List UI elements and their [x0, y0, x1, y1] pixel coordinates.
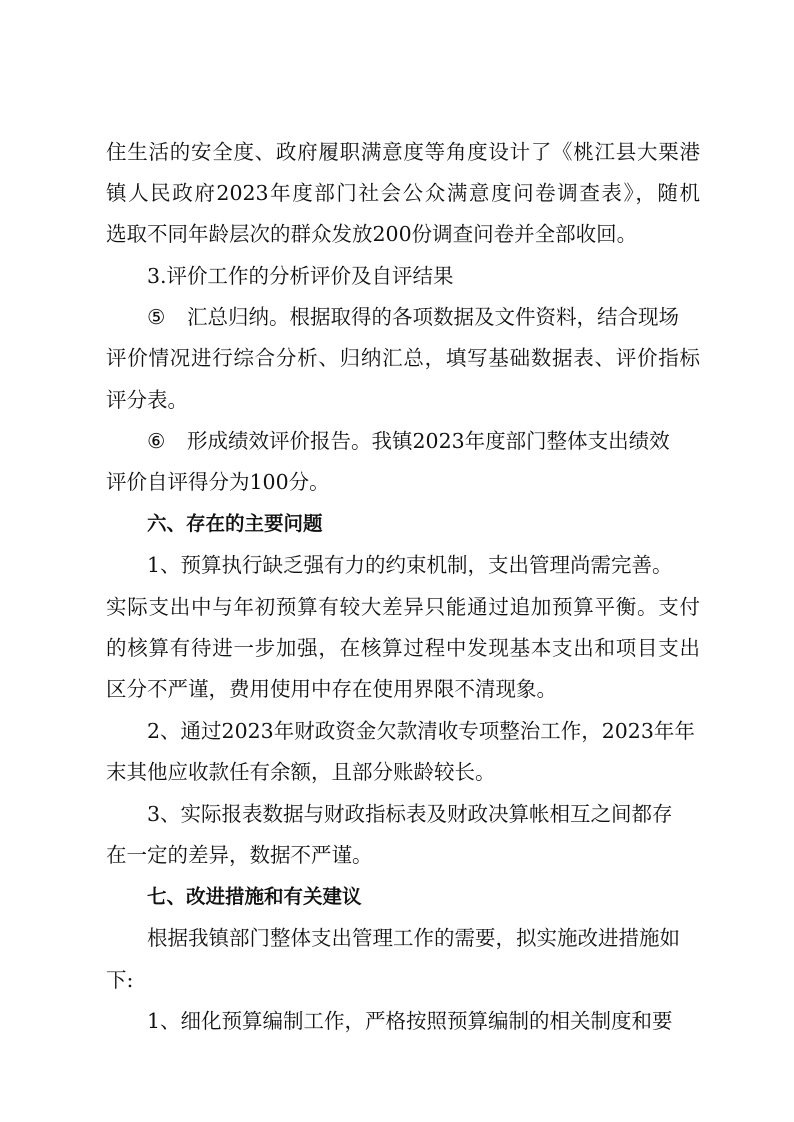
- step-6-marker: ⑥: [147, 429, 166, 453]
- step-6-line-2: 评价自评得分为100分。: [106, 470, 330, 494]
- section-6-item-3-line-2: 在一定的差异，数据不严谨。: [106, 843, 373, 867]
- step-6-line-1: [147, 421, 700, 461]
- section-6-item-2-line-2: 末其他应收款任有余额，且部分账龄较长。: [106, 760, 496, 784]
- survey-paragraph-line-2: 镇人民政府2023年度部门社会公众满意度问卷调查表》，随机: [106, 181, 700, 205]
- section-6-item-3-line-1: 3、实际报表数据与财政指标表及财政决算帐相互之间都存: [147, 802, 673, 826]
- step-5-line-1: [147, 297, 700, 337]
- section-6-item-1-line-3: 的核算有待进一步加强，在核算过程中发现基本支出和项目支出: [106, 636, 700, 660]
- survey-paragraph-line-3: 选取不同年龄层次的群众发放200份调查问卷并全部收回。: [106, 222, 638, 246]
- section-6-item-1-line-1: 1、预算执行缺乏强有力的约束机制，支出管理尚需完善。: [147, 553, 673, 577]
- step-5-line-2: 评价情况进行综合分析、归纳汇总，填写基础数据表、评价指标: [106, 346, 700, 370]
- section-6-item-1-line-2: 实际支出中与年初预算有较大差异只能通过追加预算平衡。支付: [106, 595, 700, 619]
- section-6-item-1-line-4: 区分不严谨，费用使用中存在使用界限不清现象。: [106, 677, 557, 701]
- section-7-item-1-line-1: 1、细化预算编制工作，严格按照预算编制的相关制度和要: [147, 1009, 673, 1033]
- section-7-intro-line-2: 下:: [106, 968, 134, 992]
- step-6-text: 形成绩效评价报告。我镇2023年度部门整体支出绩效: [187, 429, 670, 453]
- section-7-intro-line-1: 根据我镇部门整体支出管理工作的需要，拟实施改进措施如: [147, 926, 680, 950]
- analysis-subheading: 3.评价工作的分析评价及自评结果: [147, 264, 454, 288]
- survey-paragraph-line-1: 住生活的安全度、政府履职满意度等角度设计了《桃江县大栗港: [106, 140, 700, 164]
- step-5-marker: ⑤: [147, 305, 166, 329]
- section-7-heading: 七、改进措施和有关建议: [147, 885, 362, 908]
- step-5-text: 汇总归纳。根据取得的各项数据及文件资料，结合现场: [187, 305, 679, 329]
- section-6-heading: 六、存在的主要问题: [147, 512, 323, 535]
- step-5-line-3: 评分表。: [106, 388, 188, 412]
- section-6-item-2-line-1: 2、通过2023年财政资金欠款清收专项整治工作，2023年年: [147, 719, 695, 743]
